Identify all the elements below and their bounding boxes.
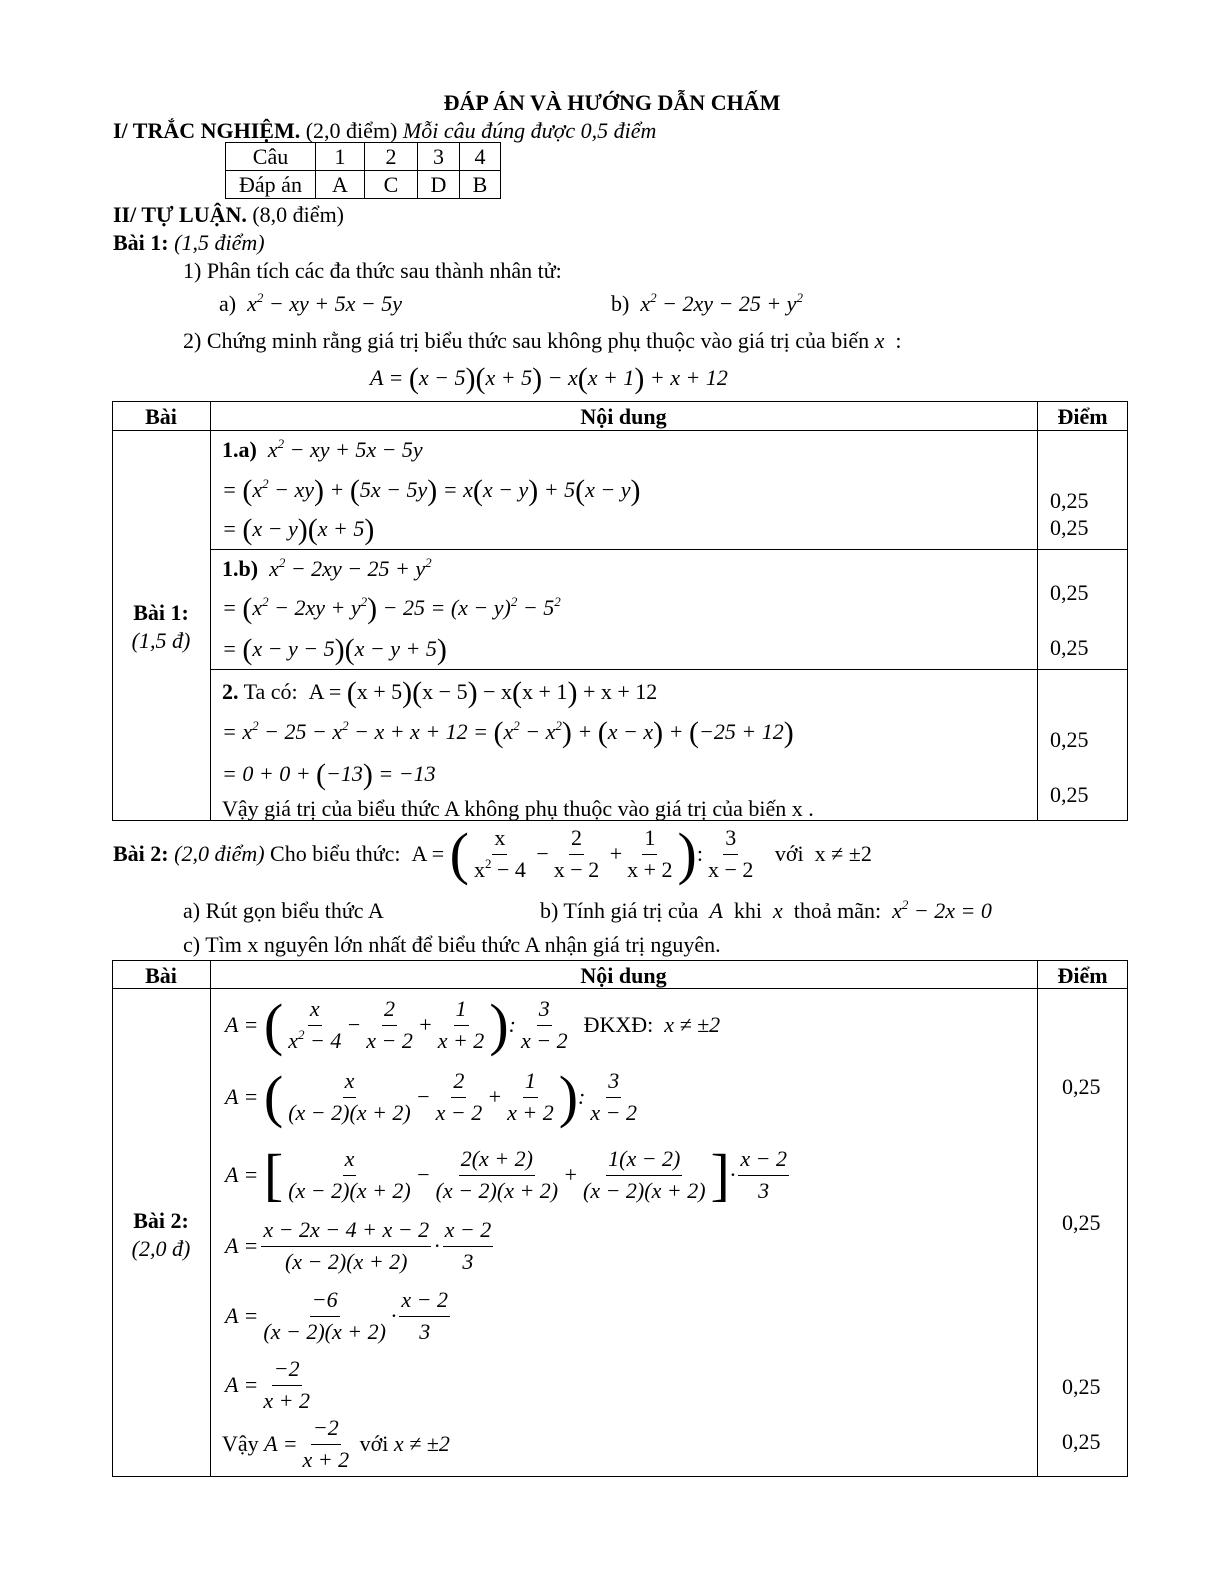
bai2-intro: Cho biểu thức: bbox=[270, 841, 401, 867]
part2-heading: II/ TỰ LUẬN. bbox=[113, 202, 247, 227]
score: 0,25 bbox=[1062, 1429, 1101, 1454]
sol-2-intro: Ta có: bbox=[243, 679, 298, 704]
sol-1b-line2: = $(x^2 - 2xy + y^2) - 25 = (x - y)^2 - 5^2$ bbox=[222, 592, 561, 625]
sol-2-conclusion: Vậy giá trị của biểu thức A không phụ thuộc vào giá trị của biến x . bbox=[222, 796, 814, 821]
part1-heading: I/ TRẮC NGHIỆM. bbox=[113, 118, 301, 143]
question-number: 1 bbox=[316, 143, 365, 171]
bai1-question1: 1) Phân tích các đa thức sau thành nhân tử: bbox=[183, 258, 562, 283]
sol-1b-line3: = (x − y − 5)(x − y + 5) bbox=[222, 633, 447, 666]
bai2-heading: Bài 2: bbox=[113, 841, 169, 867]
answer-table-answer-row bbox=[226, 171, 501, 199]
q1a-label: a) bbox=[219, 291, 237, 316]
bai1-question2 bbox=[183, 328, 902, 353]
sol-1b-line1: 1.b) $x^2 - 2xy - 25 + y^2$ bbox=[222, 555, 432, 581]
part1-points: (2,0 điểm) bbox=[305, 118, 398, 143]
page-title: ĐÁP ÁN VÀ HƯỚNG DẪN CHẤM bbox=[443, 90, 781, 115]
bai1-heading-line bbox=[113, 230, 265, 255]
q1b-label: b) bbox=[611, 291, 630, 316]
table2-header-points: Điểm bbox=[1057, 963, 1108, 988]
answer-table-header: Câu bbox=[226, 143, 316, 171]
question-number: 2 bbox=[365, 143, 418, 171]
sol-bai2-step1: A = ( $\frac{x}{x^2 - 4}$ − $\frac{2}{x - 2}$ + $\frac{1}{x + 2}$ ) : $\frac{3}{x - 2}$ ĐKXĐ: x ≠ ±2 bbox=[225, 992, 721, 1057]
sol-bai2-step6: A = $\frac{-2}{x + 2}$ bbox=[225, 1356, 311, 1413]
part2-points: (8,0 điểm) bbox=[252, 202, 345, 227]
sol-1a-line2: = $(x^2 - xy) + (5x - 5y) = x(x - y) + 5(x - y)$ bbox=[222, 474, 641, 507]
bai1-question1b bbox=[611, 291, 803, 316]
sol-2-line3: = 0 + 0 + (−13) = −13 bbox=[222, 758, 436, 791]
vay-label: Vậy bbox=[222, 1431, 259, 1457]
bai2-question-c: c) Tìm x nguyên lớn nhất để biểu thức A nhận giá trị nguyên. bbox=[183, 932, 721, 957]
score: 0,25 bbox=[1050, 635, 1089, 660]
qb-khi: khi bbox=[733, 898, 763, 923]
score: 0,25 bbox=[1050, 727, 1089, 752]
sol-bai2-step4: A = $\frac{x - 2x - 4 + x - 2}{(x - 2)(x + 2)}$ · $\frac{x - 2}{3}$ bbox=[225, 1217, 492, 1274]
bai1-points: (1,5 điểm) bbox=[174, 230, 265, 255]
bai1-question1a bbox=[219, 291, 402, 316]
bai1-heading: Bài 1: bbox=[113, 230, 169, 255]
sol-2-label: 2. bbox=[222, 679, 239, 704]
question-number: 4 bbox=[460, 143, 501, 171]
q2-colon: : bbox=[895, 328, 902, 353]
condition-word: với bbox=[774, 841, 804, 867]
part2-heading-line bbox=[113, 202, 344, 227]
answer-letter: D bbox=[418, 171, 460, 199]
answer-letter: C bbox=[365, 171, 418, 199]
bai2-statement: Bài 2: (2,0 điểm) Cho biểu thức: A = ( $\frac{x}{x^2 - 4}$ − $\frac{2}{x - 2}$ + $\frac{1}{x + 2}$ ) : $\frac{3}{x - 2}$ với x ≠ ±2 bbox=[113, 821, 872, 886]
bai2-question-a: a) Rút gọn biểu thức A bbox=[183, 898, 384, 923]
score: 0,25 bbox=[1050, 580, 1089, 605]
sol-bai2-step5: A = $\frac{-6}{(x - 2)(x + 2)}$ · $\frac{x - 2}{3}$ bbox=[225, 1287, 449, 1344]
answer-letter: B bbox=[460, 171, 501, 199]
q2-text: 2) Chứng minh rằng giá trị biểu thức sau không phụ thuộc vào giá trị của biến bbox=[183, 328, 870, 353]
score: 0,25 bbox=[1062, 1210, 1101, 1235]
score: 0,25 bbox=[1050, 782, 1089, 807]
table1-header-points: Điểm bbox=[1057, 404, 1108, 429]
answer-table-question-row bbox=[226, 143, 501, 171]
answer-table-header: Đáp án bbox=[226, 171, 316, 199]
q1b-expression: $x^2 - 2xy - 25 + y^2$ bbox=[640, 290, 803, 316]
q2-expression: A = (x − 5)(x + 5) − x(x + 1) + x + 12 bbox=[370, 362, 728, 395]
qb-text: b) Tính giá trị của bbox=[540, 898, 699, 923]
score: 0,25 bbox=[1050, 515, 1089, 540]
table2-header-bai: Bài bbox=[145, 963, 177, 988]
sol-2-line1: 2. Ta có: A = (x + 5)(x − 5) − x(x + 1) + x + 12 bbox=[222, 676, 658, 709]
q2-var: x bbox=[874, 328, 885, 353]
bai2-points: (2,0 điểm) bbox=[174, 841, 265, 867]
table2-row-points: (2,0 đ) bbox=[131, 1236, 191, 1261]
part1-note: Mỗi câu đúng được 0,5 điểm bbox=[402, 118, 657, 143]
q1a-expression: $x^2$ − xy + 5x − 5y bbox=[247, 290, 402, 316]
answer-table bbox=[225, 142, 501, 199]
score: 0,25 bbox=[1062, 1074, 1101, 1099]
table1-header-content: Nội dung bbox=[580, 404, 667, 429]
sol-bai2-step3: A = [ $\frac{x}{(x - 2)(x + 2)}$ − $\frac{2(x + 2)}{(x - 2)(x + 2)}$ + $\frac{1(x - 2)}{(x - 2)(x + 2)}$ ] · $\frac{x - 2}{3}$ bbox=[225, 1142, 787, 1207]
table1-row-points: (1,5 đ) bbox=[131, 628, 191, 653]
question-number: 3 bbox=[418, 143, 460, 171]
bai2-question-b: b) Tính giá trị của A khi x thoả mãn: $x^2 - 2x = 0$ bbox=[540, 897, 992, 923]
sol-1a-line3: = (x − y)(x + 5) bbox=[222, 513, 375, 546]
sol-1a-line1: 1.a) $x^2$ − xy + 5x − 5y bbox=[222, 436, 423, 462]
sol-1b-label: 1.b) bbox=[222, 556, 259, 581]
table2-header-content: Nội dung bbox=[580, 963, 667, 988]
sol-bai2-conclusion: Vậy A = $\frac{-2}{x + 2}$ với x ≠ ±2 bbox=[222, 1415, 450, 1472]
answer-letter: A bbox=[316, 171, 365, 199]
sol-2-line2: = $x^2 - 25 - x^2 - x + x + 12 = (x^2 - x^2) + (x - x) + (-25 + 12)$ bbox=[222, 716, 794, 749]
table1-row-label: Bài 1: bbox=[133, 600, 189, 625]
table1-header-bai: Bài bbox=[145, 404, 177, 429]
qb-thoa: thoả mãn: bbox=[793, 898, 882, 923]
sol-bai2-step2: A = ( $\frac{x}{(x - 2)(x + 2)}$ − $\frac{2}{x - 2}$ + $\frac{1}{x + 2}$ ) : $\frac{3}{x - 2}$ bbox=[225, 1064, 637, 1129]
sol-1a-label: 1.a) bbox=[222, 437, 257, 462]
dkxd-label: ĐKXĐ: bbox=[583, 1012, 654, 1038]
voi-label: với bbox=[359, 1431, 389, 1457]
table2-row-label: Bài 2: bbox=[133, 1208, 189, 1233]
score: 0,25 bbox=[1050, 488, 1089, 513]
score: 0,25 bbox=[1062, 1374, 1101, 1399]
part1-heading-line bbox=[113, 118, 656, 143]
